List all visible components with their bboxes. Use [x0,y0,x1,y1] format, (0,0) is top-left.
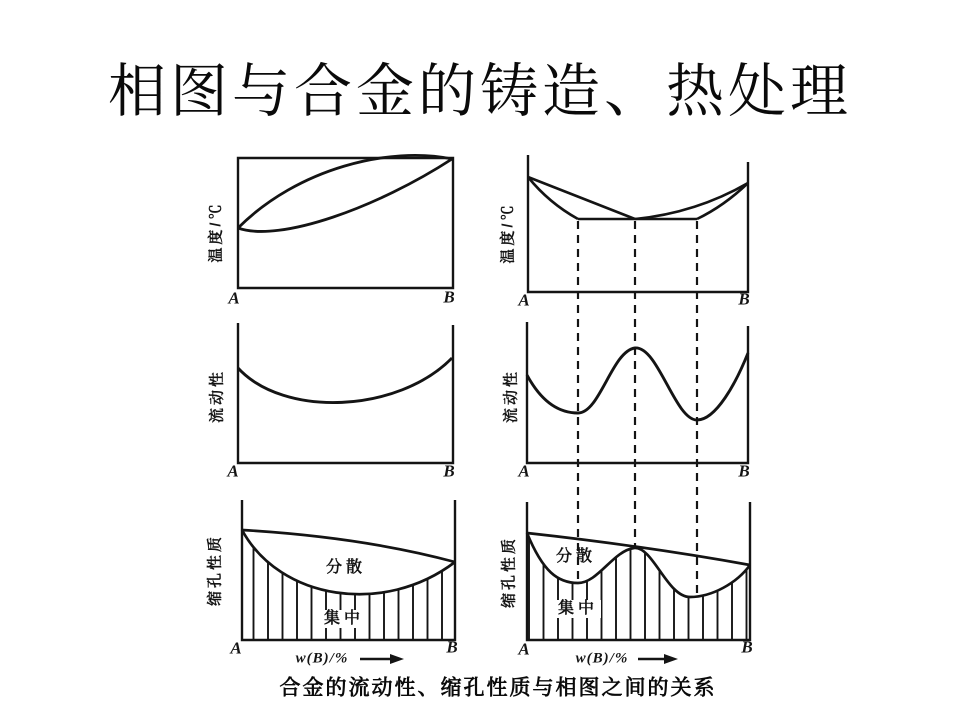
ml-endpoint-b: B [443,461,455,481]
slide-title: 相图与合金的铸造、热处理 [107,59,852,124]
panel-fluidity-eutectic [527,322,748,463]
tl-ylabel-temperature: 温度/℃ [207,201,225,263]
bl-endpoint-b: B [446,637,458,657]
tr-liquidus-right [635,183,748,219]
mr-endpoint-b: B [738,461,750,481]
br-region-dispersed: 分散 [555,548,597,565]
br-endpoint-b: B [741,637,753,657]
tl-endpoint-b: B [443,287,455,307]
tr-ylabel-temperature: 温度/℃ [499,202,517,264]
tr-endpoint-a: A [518,290,530,310]
tr-liquidus-left [528,177,635,219]
tl-solidus-curve [238,159,452,231]
mr-fluidity-curve [527,348,748,420]
tr-endpoint-b: B [738,289,750,309]
tr-axes [528,155,748,292]
panel-phase-eutectic [528,155,748,292]
panel-phase-isomorphous [238,155,453,288]
bl-endpoint-a: A [230,638,242,658]
ml-ylabel-fluidity: 流动性 [208,368,226,424]
mr-endpoint-a: A [518,461,530,481]
dashed-guides [578,221,697,595]
bl-region-dispersed: 分散 [325,559,367,576]
bl-region-concentrated: 集中 [321,610,367,628]
tr-solidus-right [697,183,748,219]
br-xlabel: w(B)/% [575,650,629,667]
br-endpoint-a: A [518,639,530,659]
br-region-concentrated: 集中 [555,600,601,618]
ml-fluidity-curve [238,358,452,403]
bl-xlabel: w(B)/% [295,650,349,667]
ml-endpoint-a: A [227,461,239,481]
br-ylabel-shrinkage: 缩孔性质 [500,535,518,609]
tl-endpoint-a: A [228,288,240,308]
br-x-arrow-head [664,654,678,664]
figure-caption: 合金的流动性、缩孔性质与相图之间的关系 [279,676,717,700]
ml-axes [238,323,453,463]
bl-total-shrinkage-line [242,530,455,562]
tl-liquidus-curve [238,155,452,228]
tr-solidus-left [528,177,578,219]
bl-ylabel-shrinkage: 缩孔性质 [206,533,224,607]
panel-fluidity-isomorphous [238,323,453,463]
bl-x-arrow-head [390,654,404,664]
mr-ylabel-fluidity: 流动性 [502,368,520,424]
mr-axes [527,322,748,463]
